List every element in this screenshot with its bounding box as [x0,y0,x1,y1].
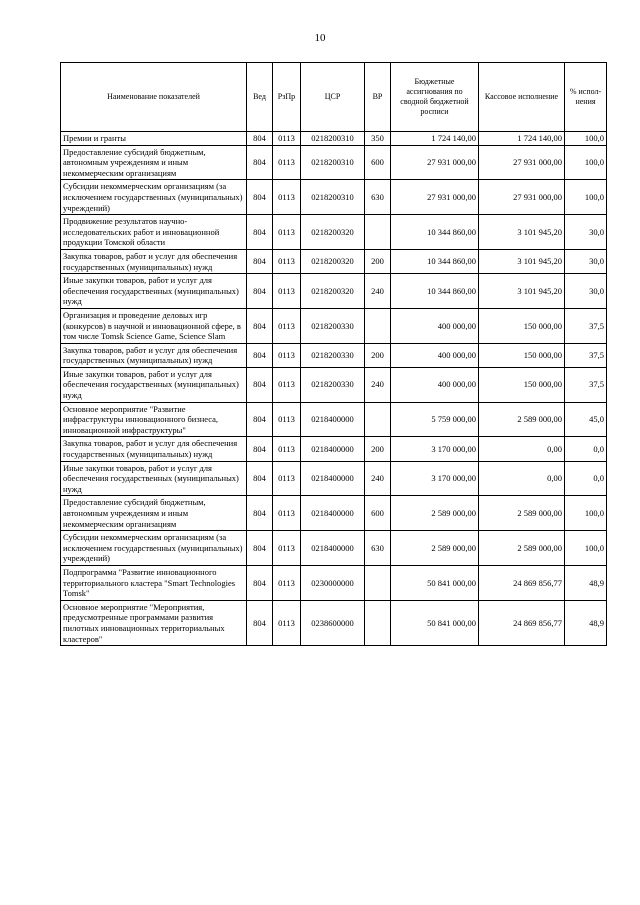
cell-name: Иные закупки товаров, работ и услуг для обеспечения государственных (муниципальных) нужд [61,274,247,309]
table-row [61,565,607,600]
cell-percent: 37,5 [565,367,607,402]
budget-table [60,62,607,646]
column-header-cash: Кассовое исполнение [479,63,565,132]
cell-cash: 2 589 000,00 [479,531,565,566]
cell-ved: 804 [247,249,273,273]
cell-name: Подпрограмма "Развитие инновационного территориального кластера "Smart Technologies Tomsk" [61,565,247,600]
table-row [61,215,607,250]
cell-rzpr: 0113 [273,274,301,309]
column-header-ved: Вед [247,63,273,132]
cell-budget: 400 000,00 [391,343,479,367]
column-header-name: Наименование показателей [61,63,247,132]
table-row [61,402,607,437]
table-row [61,600,607,645]
cell-name: Иные закупки товаров, работ и услуг для обеспечения государственных (муниципальных) нужд [61,461,247,496]
table-row [61,249,607,273]
cell-vr: 240 [365,274,391,309]
cell-rzpr: 0113 [273,180,301,215]
cell-budget: 400 000,00 [391,308,479,343]
table-row [61,437,607,461]
cell-vr: 600 [365,496,391,531]
cell-cash: 150 000,00 [479,343,565,367]
table-row [61,180,607,215]
cell-cash: 0,00 [479,461,565,496]
cell-vr: 600 [365,145,391,180]
table-row [61,496,607,531]
cell-rzpr: 0113 [273,215,301,250]
cell-percent: 48,9 [565,600,607,645]
cell-budget: 50 841 000,00 [391,565,479,600]
cell-name: Продвижение результатов научно-исследовательских работ и инновационной продукции Томской области [61,215,247,250]
cell-vr: 630 [365,531,391,566]
cell-csr: 0218400000 [301,402,365,437]
cell-vr: 350 [365,132,391,146]
cell-name: Предоставление субсидий бюджетным, автономным учреждениям и иным некоммерческим организациям [61,496,247,531]
cell-rzpr: 0113 [273,132,301,146]
cell-ved: 804 [247,274,273,309]
cell-percent: 0,0 [565,461,607,496]
cell-rzpr: 0113 [273,402,301,437]
cell-name: Основное мероприятие "Развитие инфраструктуры инновационного бизнеса, инновационной инфраструктуры" [61,402,247,437]
cell-cash: 0,00 [479,437,565,461]
cell-budget: 1 724 140,00 [391,132,479,146]
cell-percent: 100,0 [565,145,607,180]
cell-name: Закупка товаров, работ и услуг для обеспечения государственных (муниципальных) нужд [61,249,247,273]
table-row [61,531,607,566]
cell-budget: 3 170 000,00 [391,461,479,496]
cell-ved: 804 [247,343,273,367]
cell-percent: 100,0 [565,132,607,146]
column-header-rzpr: РзПр [273,63,301,132]
cell-cash: 24 869 856,77 [479,600,565,645]
cell-budget: 3 170 000,00 [391,437,479,461]
cell-cash: 1 724 140,00 [479,132,565,146]
cell-cash: 27 931 000,00 [479,180,565,215]
table-row [61,367,607,402]
table-row [61,308,607,343]
cell-cash: 27 931 000,00 [479,145,565,180]
cell-vr: 200 [365,343,391,367]
cell-rzpr: 0113 [273,145,301,180]
cell-ved: 804 [247,402,273,437]
cell-name: Субсидии некоммерческим организациям (за исключением государственных (муниципальных) учреждений) [61,180,247,215]
cell-csr: 0218200310 [301,132,365,146]
cell-name: Предоставление субсидий бюджетным, автономным учреждениям и иным некоммерческим организациям [61,145,247,180]
cell-percent: 37,5 [565,308,607,343]
cell-percent: 30,0 [565,215,607,250]
cell-ved: 804 [247,437,273,461]
cell-ved: 804 [247,461,273,496]
cell-cash: 2 589 000,00 [479,496,565,531]
cell-rzpr: 0113 [273,343,301,367]
cell-vr: 630 [365,180,391,215]
cell-budget: 400 000,00 [391,367,479,402]
cell-budget: 50 841 000,00 [391,600,479,645]
cell-csr: 0218200310 [301,145,365,180]
cell-ved: 804 [247,132,273,146]
cell-ved: 804 [247,565,273,600]
cell-csr: 0218200320 [301,274,365,309]
cell-ved: 804 [247,600,273,645]
cell-ved: 804 [247,215,273,250]
cell-budget: 10 344 860,00 [391,274,479,309]
cell-ved: 804 [247,145,273,180]
table-row [61,461,607,496]
cell-csr: 0218400000 [301,531,365,566]
cell-csr: 0218200330 [301,343,365,367]
table-header-row [61,63,607,132]
page-number: 10 [314,32,326,44]
cell-cash: 150 000,00 [479,367,565,402]
cell-name: Иные закупки товаров, работ и услуг для обеспечения государственных (муниципальных) нужд [61,367,247,402]
cell-rzpr: 0113 [273,600,301,645]
cell-name: Премии и гранты [61,132,247,146]
cell-percent: 30,0 [565,274,607,309]
cell-csr: 0218200320 [301,215,365,250]
cell-vr: 240 [365,461,391,496]
cell-budget: 10 344 860,00 [391,249,479,273]
cell-cash: 3 101 945,20 [479,215,565,250]
table-row [61,274,607,309]
cell-rzpr: 0113 [273,565,301,600]
cell-vr [365,402,391,437]
cell-cash: 24 869 856,77 [479,565,565,600]
cell-rzpr: 0113 [273,531,301,566]
cell-cash: 3 101 945,20 [479,249,565,273]
cell-name: Основное мероприятие "Мероприятия, предусмотренные программами развития пилотных инновационных территориальных кластеров" [61,600,247,645]
cell-csr: 0218200330 [301,308,365,343]
cell-csr: 0218200330 [301,367,365,402]
cell-rzpr: 0113 [273,308,301,343]
cell-name: Закупка товаров, работ и услуг для обеспечения государственных (муниципальных) нужд [61,343,247,367]
table-row [61,343,607,367]
table-row [61,145,607,180]
cell-ved: 804 [247,367,273,402]
cell-vr [365,215,391,250]
cell-percent: 37,5 [565,343,607,367]
column-header-vr: ВР [365,63,391,132]
cell-name: Субсидии некоммерческим организациям (за исключением государственных (муниципальных) учреждений) [61,531,247,566]
cell-budget: 27 931 000,00 [391,180,479,215]
cell-rzpr: 0113 [273,437,301,461]
cell-rzpr: 0113 [273,249,301,273]
cell-vr: 200 [365,437,391,461]
cell-budget: 2 589 000,00 [391,531,479,566]
cell-percent: 30,0 [565,249,607,273]
cell-budget: 2 589 000,00 [391,496,479,531]
cell-rzpr: 0113 [273,461,301,496]
cell-budget: 10 344 860,00 [391,215,479,250]
cell-csr: 0238600000 [301,600,365,645]
cell-percent: 100,0 [565,531,607,566]
column-header-csr: ЦСР [301,63,365,132]
cell-percent: 48,9 [565,565,607,600]
cell-ved: 804 [247,308,273,343]
cell-vr [365,308,391,343]
cell-vr [365,565,391,600]
cell-name: Организация и проведение деловых игр (конкурсов) в научной и инновационной сфере, в том числе Tomsk Science Game, Science Slam [61,308,247,343]
cell-csr: 0218400000 [301,496,365,531]
cell-vr: 240 [365,367,391,402]
cell-cash: 3 101 945,20 [479,274,565,309]
cell-percent: 100,0 [565,496,607,531]
cell-rzpr: 0113 [273,496,301,531]
cell-ved: 804 [247,531,273,566]
cell-csr: 0218400000 [301,437,365,461]
cell-rzpr: 0113 [273,367,301,402]
column-header-budget: Бюджетные ассигнования по сводной бюджетной росписи [391,63,479,132]
column-header-percent: % испол-нения [565,63,607,132]
cell-ved: 804 [247,496,273,531]
cell-vr: 200 [365,249,391,273]
cell-budget: 27 931 000,00 [391,145,479,180]
cell-csr: 0218200320 [301,249,365,273]
cell-csr: 0218200310 [301,180,365,215]
cell-csr: 0230000000 [301,565,365,600]
cell-budget: 5 759 000,00 [391,402,479,437]
cell-vr [365,600,391,645]
cell-name: Закупка товаров, работ и услуг для обеспечения государственных (муниципальных) нужд [61,437,247,461]
table-row [61,132,607,146]
cell-percent: 0,0 [565,437,607,461]
cell-percent: 45,0 [565,402,607,437]
cell-ved: 804 [247,180,273,215]
cell-percent: 100,0 [565,180,607,215]
cell-cash: 2 589 000,00 [479,402,565,437]
cell-csr: 0218400000 [301,461,365,496]
cell-cash: 150 000,00 [479,308,565,343]
